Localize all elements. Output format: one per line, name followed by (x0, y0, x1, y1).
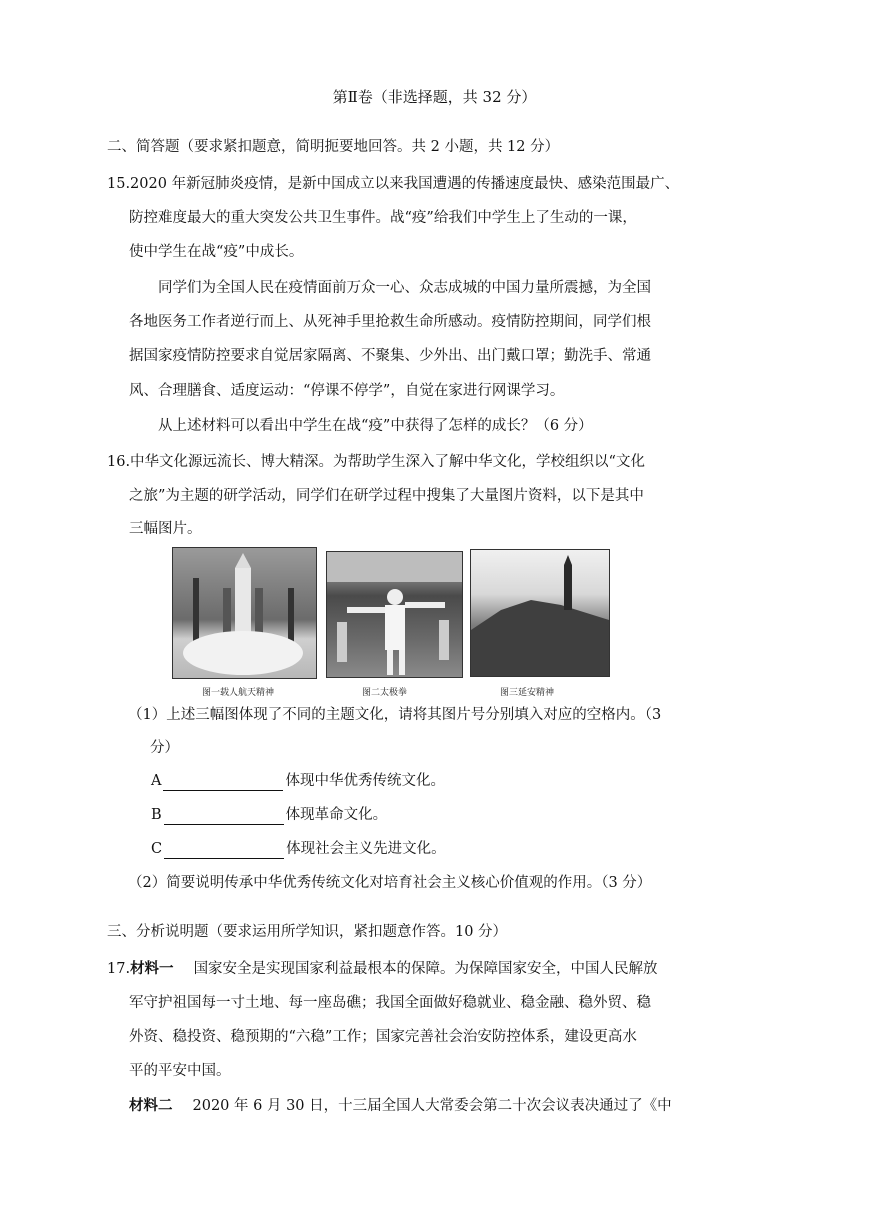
material-1-line-1: 国家安全是实现国家利益最根本的保障。为保障国家安全，中国人民解放 (193, 961, 658, 977)
pagoda-hill-illustration (471, 550, 609, 676)
section-2-heading: 二、简答题（要求紧扣题意，简明扼要地回答。共 2 小题，共 12 分） (107, 139, 560, 155)
q15-material-line-2: 各地医务工作者逆行而上、从死神手里抢救生命所感动。疫情防控期间，同学们根 (129, 314, 651, 330)
figure-caption-1: 图一载人航天精神 (202, 688, 275, 698)
q15-material-line-3: 据国家疫情防控要求自觉居家隔离、不聚集、少外出、出门戴口罩；勤洗手、常通 (129, 348, 651, 364)
answer-blank-b[interactable] (164, 810, 284, 825)
answer-text-a: 体现中华优秀传统文化。 (285, 773, 445, 789)
figure-caption-3: 图三延安精神 (500, 688, 555, 698)
material-2-line-1: 2020 年 6 月 30 日，十三届全国人大常委会第二十次会议表决通过了《中 (192, 1098, 672, 1114)
q15-material-line-1: 同学们为全国人民在疫情面前万众一心、众志成城的中国力量所震撼，为全国 (158, 280, 651, 296)
answer-text-c: 体现社会主义先进文化。 (286, 841, 446, 857)
q15-line-1: 15.2020 年新冠肺炎疫情，是新中国成立以来我国遭遇的传播速度最快、感染范围最广、 (107, 176, 680, 192)
answer-label-a: A (151, 773, 162, 789)
q16-sub1-line-1: （1）上述三幅图体现了不同的主题文化，请将其图片号分别填入对应的空格内。（3 (128, 707, 662, 723)
q17-number: 17. (107, 961, 131, 977)
q15-question: 从上述材料可以看出中学生在战“疫”中获得了怎样的成长？（6 分） (158, 418, 593, 434)
material-2-line-1-wrap (129, 1096, 672, 1116)
material-1-line-4: 平的平安中国。 (129, 1063, 231, 1079)
answer-line-b (151, 805, 387, 825)
q16-sub1-line-2: 分） (150, 740, 179, 756)
taichi-illustration (327, 552, 462, 677)
q15-line-2: 防控难度最大的重大突发公共卫生事件。战“疫”给我们中学生上了生动的一课， (129, 210, 637, 226)
q16-line-3: 三幅图片。 (129, 521, 202, 537)
page-title: 第Ⅱ卷（非选择题，共 32 分） (332, 88, 537, 106)
answer-blank-c[interactable] (164, 844, 284, 859)
q16-sub2: （2）简要说明传承中华优秀传统文化对培育社会主义核心价值观的作用。（3 分） (128, 875, 652, 891)
q17-line-1 (107, 959, 658, 979)
answer-line-a (151, 771, 445, 791)
figure-caption-2: 图二太极拳 (362, 688, 408, 698)
q16-line-1: 16.中华文化源远流长、博大精深。为帮助学生深入了解中华文化，学校组织以“文化 (107, 454, 645, 470)
answer-blank-a[interactable] (163, 776, 283, 791)
material-2-label: 材料二 (129, 1097, 173, 1114)
material-1-line-2: 军守护祖国每一寸土地、每一座岛礁；我国全面做好稳就业、稳金融、稳外贸、稳 (129, 995, 651, 1011)
rocket-launch-illustration (173, 548, 316, 678)
q16-figure (172, 545, 612, 705)
answer-line-c (151, 839, 446, 859)
answer-label-b: B (151, 807, 162, 823)
rocket-launch-photo (172, 547, 317, 679)
material-1-line-3: 外资、稳投资、稳预期的“六稳”工作；国家完善社会治安防控体系，建设更高水 (129, 1029, 637, 1045)
yanan-pagoda-photo (470, 549, 610, 677)
q16-line-2: 之旅”为主题的研学活动，同学们在研学过程中搜集了大量图片资料，以下是其中 (129, 488, 644, 504)
q15-line-3: 使中学生在战“疫”中成长。 (129, 244, 304, 260)
section-3-heading: 三、分析说明题（要求运用所学知识，紧扣题意作答。10 分） (107, 924, 508, 940)
answer-label-c: C (151, 841, 163, 857)
q15-material-line-4: 风、合理膳食、适度运动：“停课不停学”，自觉在家进行网课学习。 (129, 383, 565, 399)
answer-text-b: 体现革命文化。 (285, 807, 388, 823)
material-1-label: 材料一 (130, 960, 174, 977)
taichi-photo (326, 551, 463, 678)
